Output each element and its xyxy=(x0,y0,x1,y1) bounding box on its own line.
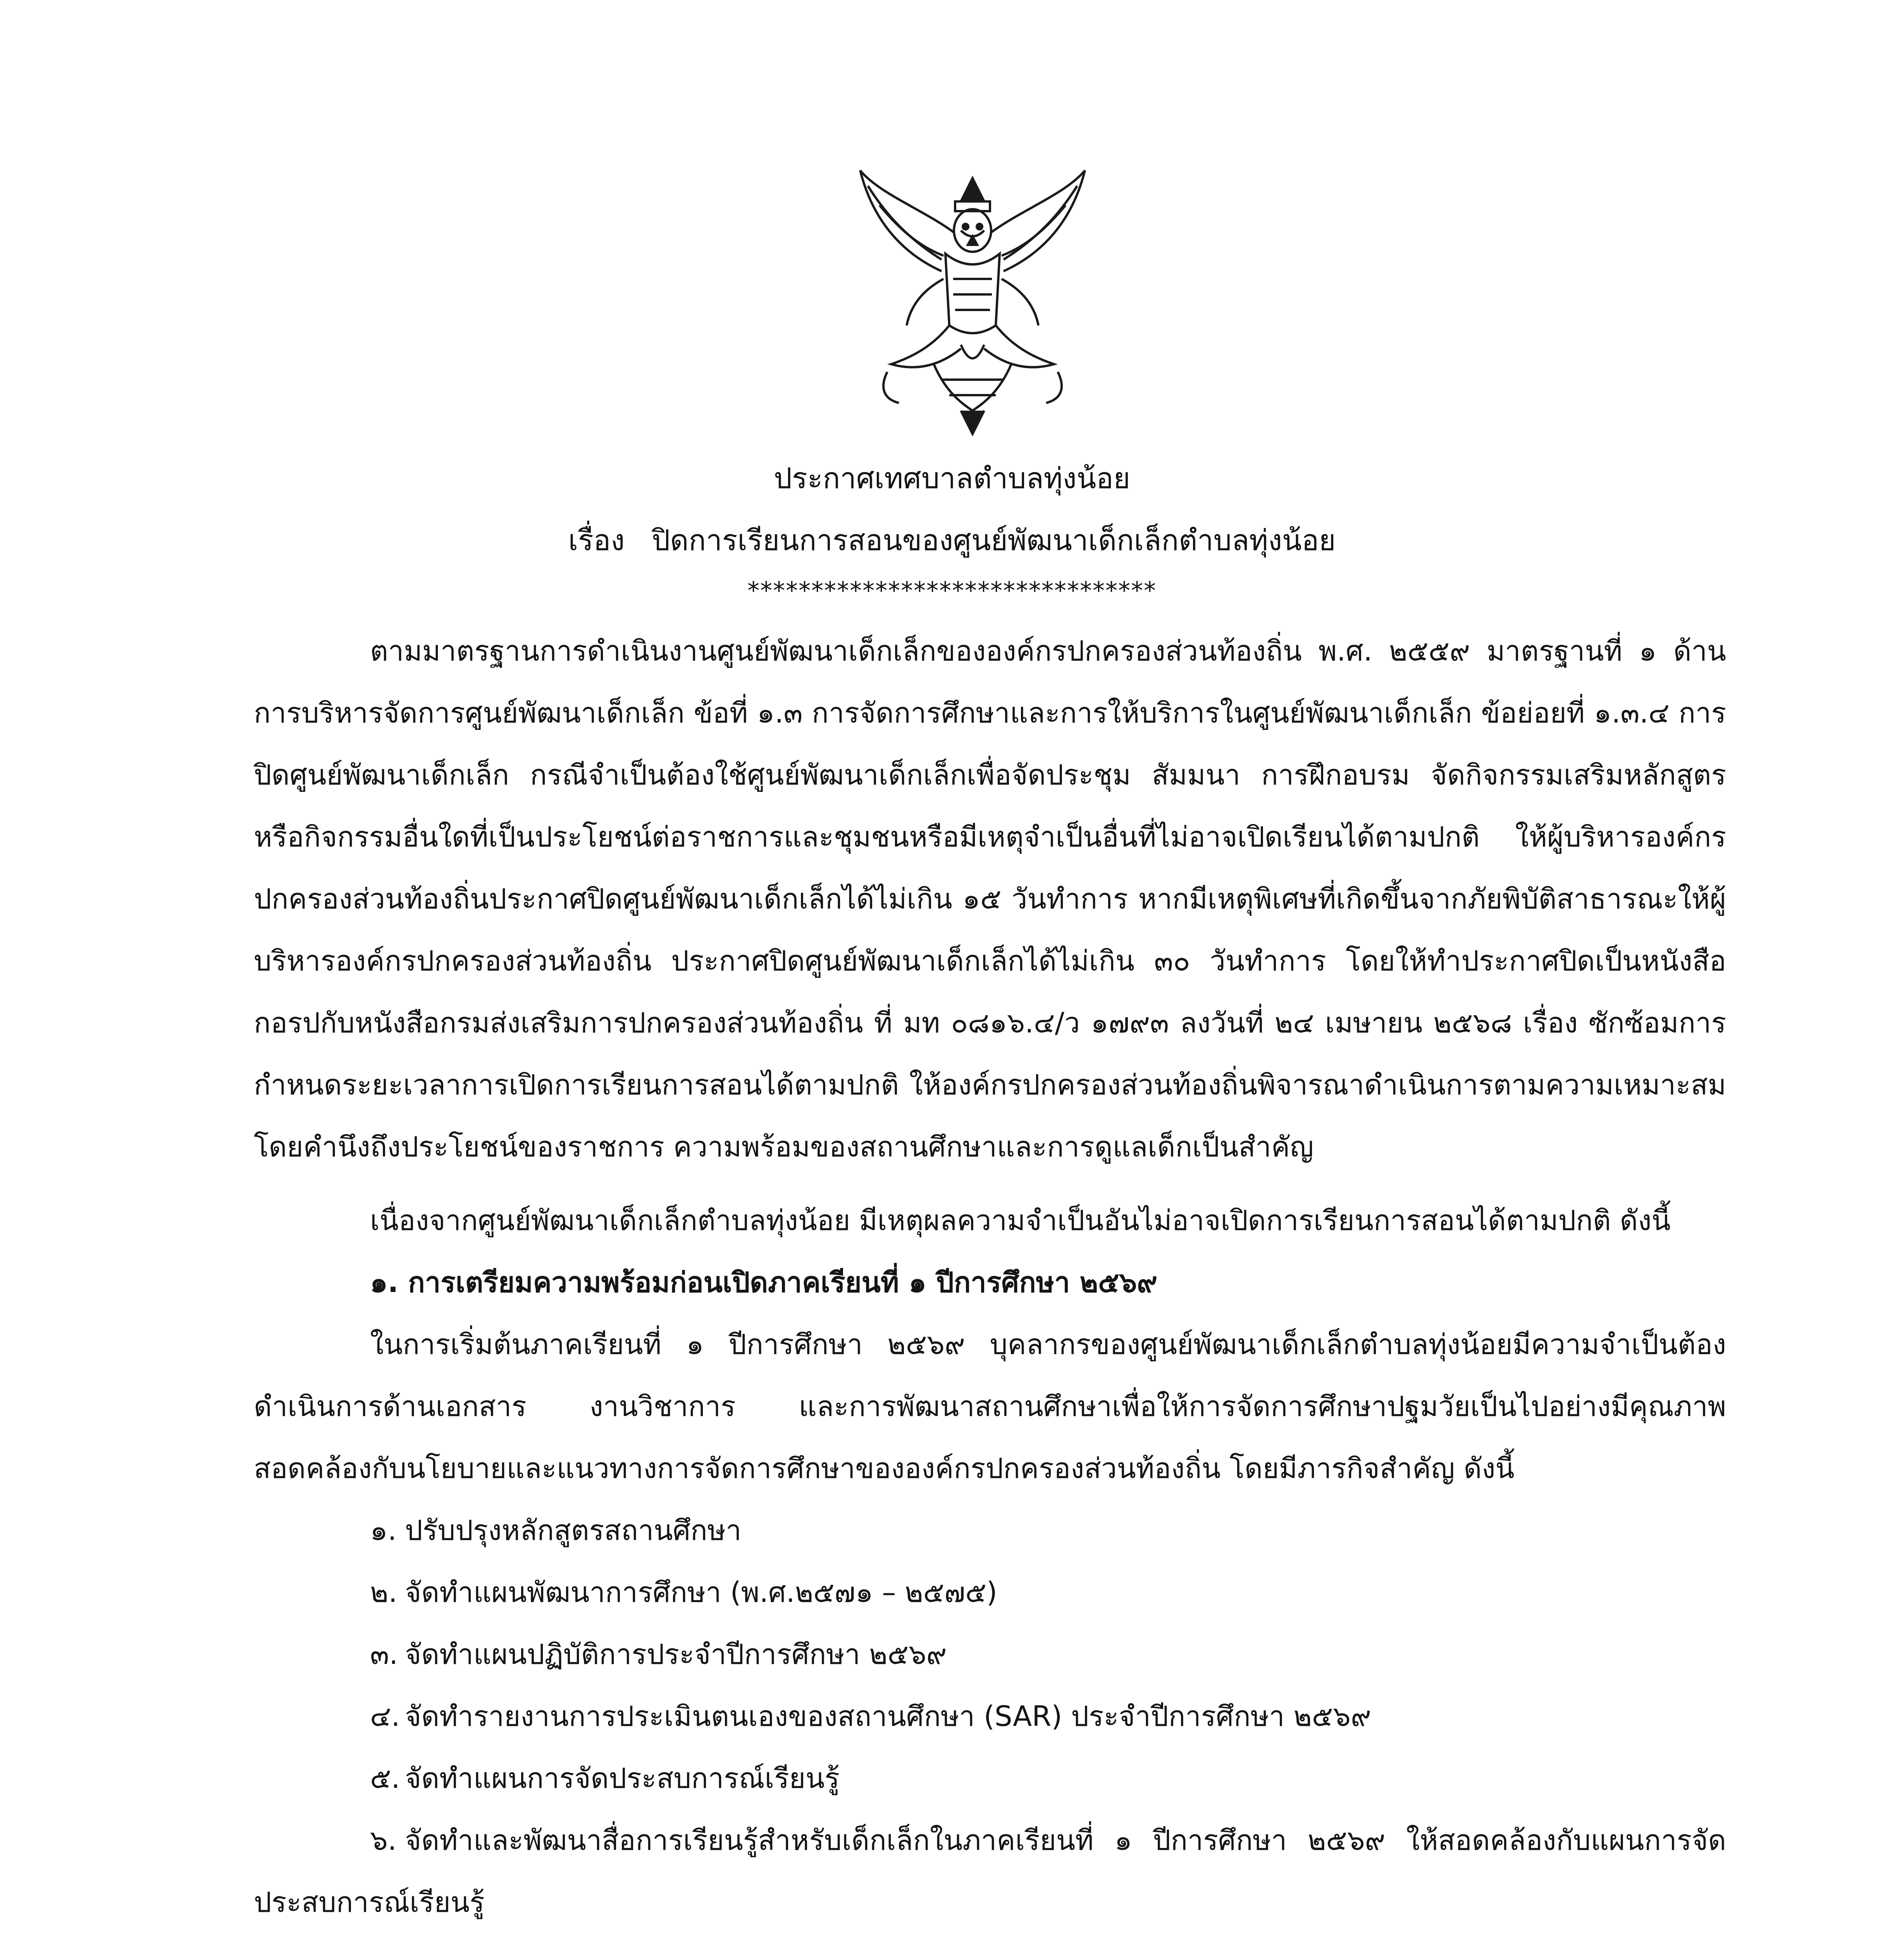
list-item xyxy=(254,1561,1726,1623)
list-item xyxy=(254,1933,1726,1937)
list-item-number: ๒. xyxy=(370,1576,398,1608)
list-item-number: ๔. xyxy=(370,1700,400,1732)
announcement-title: ประกาศเทศบาลตำบลทุ่งน้อย xyxy=(774,462,1130,495)
paragraph-1: ตามมาตรฐานการดำเนินงานศูนย์พัฒนาเด็กเล็กขององค์กรปกครองส่วนท้องถิ่น พ.ศ. ๒๕๕๙ มาตรฐานที่ ๑ ด้านการบริหารจัดการศูนย์พัฒนาเด็กเล็ก ข้อที่ ๑.๓ การจัดการศึกษาและการให้บริการในศูนย์พัฒนาเด็กเล็ก ข้อย่อยที่ ๑.๓.๔ การปิดศูนย์พัฒนาเด็กเล็ก กรณีจำเป็นต้องใช้ศูนย์พัฒนาเด็กเล็กเพื่อจัดประชุม สัมมนา การฝึกอบรม จัดกิจกรรมเสริมหลักสูตร หรือกิจกรรมอื่นใดที่เป็นประโยชน์ต่อราชการและชุมชนหรือมีเหตุจำเป็นอื่นที่ไม่อาจเปิดเรียนได้ตามปกติ ให้ผู้บริหารองค์กรปกครองส่วนท้องถิ่นประกาศปิดศูนย์พัฒนาเด็กเล็กได้ไม่เกิน ๑๕ วันทำการ หากมีเหตุพิเศษที่เกิดขึ้นจากภัยพิบัติสาธารณะให้ผู้บริหารองค์กรปกครองส่วนท้องถิ่น ประกาศปิดศูนย์พัฒนาเด็กเล็กได้ไม่เกิน ๓๐ วันทำการ โดยให้ทำประกาศปิดเป็นหนังสือ กอรปกับหนังสือกรมส่งเสริมการปกครองส่วนท้องถิ่น ที่ มท ๐๘๑๖.๔/ว ๑๗๙๓ ลงวันที่ ๒๔ เมษายน ๒๕๖๘ เรื่อง ซักซ้อมการกำหนดระยะเวลาการเปิดการเรียนการสอนได้ตามปกติ ให้องค์กรปกครองส่วนท้องถิ่นพิจารณาดำเนินการตามความเหมาะสม โดยคำนึงถึงประโยชน์ของราชการ ความพร้อมของสถานศึกษาและการดูแลเด็กเป็นสำคัญ xyxy=(254,635,1726,1163)
list-item xyxy=(254,1747,1726,1809)
list-item-text: จัดทำแผนการจัดประสบการณ์เรียนรู้ xyxy=(405,1762,840,1794)
list-item-number: ๕. xyxy=(370,1762,400,1794)
document-body xyxy=(254,620,1726,1937)
divider: ******************************** xyxy=(747,576,1157,605)
section-1-intro: ในการเริ่มต้นภาคเรียนที่ ๑ ปีการศึกษา ๒๕๖๙ บุคลากรของศูนย์พัฒนาเด็กเล็กตำบลทุ่งน้อยมีความจำเป็นต้องดำเนินการด้านเอกสาร งานวิชาการ และการพัฒนาสถานศึกษาเพื่อให้การจัดการศึกษาปฐมวัยเป็นไปอย่างมีคุณภาพ สอดคล้องกับนโยบายและแนวทางการจัดการศึกษาขององค์กรปกครองส่วนท้องถิ่น โดยมีภารกิจสำคัญ ดังนี้ xyxy=(254,1328,1726,1485)
section-1-title: ๑. การเตรียมความพร้อมก่อนเปิดภาคเรียนที่ ๑ ปีการศึกษา ๒๕๖๙ xyxy=(370,1266,1158,1299)
list-item-text: จัดทำและพัฒนาสื่อการเรียนรู้สำหรับเด็กเล็กในภาคเรียนที่ ๑ ปีการศึกษา ๒๕๖๙ ให้สอดคล้องกับแผนการจัดประสบการณ์เรียนรู้ xyxy=(254,1824,1726,1918)
list-item-number: ๑. xyxy=(370,1514,397,1547)
list-item xyxy=(254,1623,1726,1685)
list-item xyxy=(254,1685,1726,1747)
list-item-number: ๖. xyxy=(370,1824,397,1856)
list-item-text: ปรับปรุงหลักสูตรสถานศึกษา xyxy=(405,1514,742,1547)
subject-text: ปิดการเรียนการสอนของศูนย์พัฒนาเด็กเล็กตำบลทุ่งน้อย xyxy=(652,524,1336,557)
list-item-text: จัดทำรายงานการประเมินตนเองของสถานศึกษา (SAR) ประจำปีการศึกษา ๒๕๖๙ xyxy=(405,1700,1371,1732)
garuda-emblem-icon xyxy=(845,163,1100,442)
paragraph-2: เนื่องจากศูนย์พัฒนาเด็กเล็กตำบลทุ่งน้อย มีเหตุผลความจำเป็นอันไม่อาจเปิดการเรียนการสอนได้ตามปกติ ดังนี้ xyxy=(370,1204,1671,1237)
subject-label: เรื่อง xyxy=(568,524,625,557)
list-item-text: จัดทำแผนปฏิบัติการประจำปีการศึกษา ๒๕๖๙ xyxy=(405,1638,947,1670)
announcement-subject xyxy=(0,519,1904,562)
list-item-number xyxy=(370,1933,405,1937)
list-item-number: ๓. xyxy=(370,1638,398,1670)
list-item xyxy=(254,1809,1726,1933)
list-item xyxy=(254,1499,1726,1561)
list-item-text: จัดทำแผนพัฒนาการศึกษา (พ.ศ.๒๕๗๑ – ๒๕๗๕) xyxy=(405,1576,997,1608)
